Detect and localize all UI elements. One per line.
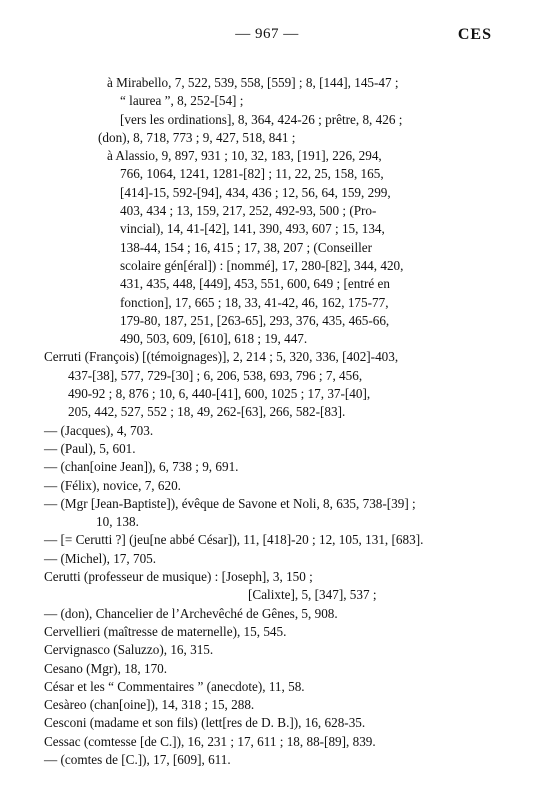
index-line: 766, 1064, 1241, 1281-[82] ; 11, 22, 25, 158, 165,: [120, 166, 384, 182]
index-line: “ laurea ”, 8, 252-[54] ;: [120, 93, 244, 109]
index-line: 431, 435, 448, [449], 453, 551, 600, 649 ; [entré en: [120, 276, 390, 292]
index-subentry: — [= Cerutti ?] (jeu[ne abbé César]), 11, [418]-20 ; 12, 105, 131, [683].: [44, 532, 424, 548]
index-line: 490-92 ; 8, 876 ; 10, 6, 440-[41], 600, 1025 ; 17, 37-[40],: [68, 386, 371, 402]
index-line: 179-80, 187, 251, [263-65], 293, 376, 435, 465-66,: [120, 312, 390, 328]
index-body: [0, 74, 534, 769]
index-line: 490, 503, 609, [610], 618 ; 19, 447.: [120, 331, 308, 347]
index-line: à Alassio, 9, 897, 931 ; 10, 32, 183, [191], 226, 294,: [107, 148, 382, 164]
index-line: vincial), 14, 41-[42], 141, 390, 493, 607 ; 15, 134,: [120, 221, 385, 237]
index-subentry: — (Jacques), 4, 703.: [44, 422, 154, 438]
index-subentry: — (Félix), novice, 7, 620.: [44, 477, 181, 493]
index-entry-cervignasco: Cervignasco (Saluzzo), 16, 315.: [44, 642, 214, 658]
index-entry-cerruti-francois: Cerruti (François) [(témoignages)], 2, 214 ; 5, 320, 336, [402]-403,: [44, 349, 399, 365]
index-subentry: — (Michel), 17, 705.: [44, 550, 157, 566]
index-line: [414]-15, 592-[94], 434, 436 ; 12, 56, 64, 159, 299,: [120, 184, 391, 200]
index-line: (don), 8, 718, 773 ; 9, 427, 518, 841 ;: [98, 129, 296, 145]
index-subentry: — (chan[oine Jean]), 6, 738 ; 9, 691.: [44, 459, 239, 475]
index-line: 205, 442, 527, 552 ; 18, 49, 262-[63], 266, 582-[83].: [68, 404, 346, 420]
index-entry-cervellieri: Cervellieri (maîtresse de maternelle), 15, 545.: [44, 623, 287, 639]
index-line: [Calixte], 5, [347], 537 ;: [248, 587, 377, 603]
index-line: fonction], 17, 665 ; 18, 33, 41-42, 46, 162, 175-77,: [120, 294, 389, 310]
page-number: — 967 —: [235, 26, 299, 42]
index-subentry: — (comtes de [C.]), 17, [609], 611.: [44, 751, 231, 767]
running-head: CES: [457, 26, 492, 43]
index-subentry: — (Mgr [Jean-Baptiste]), évêque de Savone et Noli, 8, 635, 738-[39] ;: [44, 495, 416, 511]
index-entry-cesano: Cesano (Mgr), 18, 170.: [44, 660, 168, 676]
index-line: à Mirabello, 7, 522, 539, 558, [559] ; 8, [144], 145-47 ;: [107, 75, 399, 90]
index-line: 403, 434 ; 13, 159, 217, 252, 492-93, 500 ; (Pro-: [120, 203, 377, 219]
index-subentry: — (Paul), 5, 601.: [44, 440, 136, 456]
index-line: scolaire gén[éral]) : [nommé], 17, 280-[82], 344, 420,: [120, 257, 404, 273]
index-entry-cessac: Cessac (comtesse [de C.]), 16, 231 ; 17, 611 ; 18, 88-[89], 839.: [44, 733, 376, 749]
index-line: [vers les ordinations], 8, 364, 424-26 ; prêtre, 8, 426 ;: [120, 111, 403, 127]
index-entry-cesareo: Cesàreo (chan[oine]), 14, 318 ; 15, 288.: [44, 697, 255, 713]
index-line: 10, 138.: [96, 514, 139, 530]
index-entry-cesar: César et les “ Commentaires ” (anecdote), 11, 58.: [44, 678, 305, 694]
index-entry-cerutti: Cerutti (professeur de musique) : [Joseph], 3, 150 ;: [44, 569, 313, 585]
index-line: 437-[38], 577, 729-[30] ; 6, 206, 538, 693, 796 ; 7, 456,: [68, 367, 363, 383]
index-entry-cesconi: Cesconi (madame et son fils) (lett[res de D. B.]), 16, 628-35.: [44, 715, 366, 731]
index-subentry: — (don), Chancelier de l’Archevêché de Gênes, 5, 908.: [44, 605, 338, 621]
index-line: 138-44, 154 ; 16, 415 ; 17, 38, 207 ; (Conseiller: [120, 239, 373, 255]
